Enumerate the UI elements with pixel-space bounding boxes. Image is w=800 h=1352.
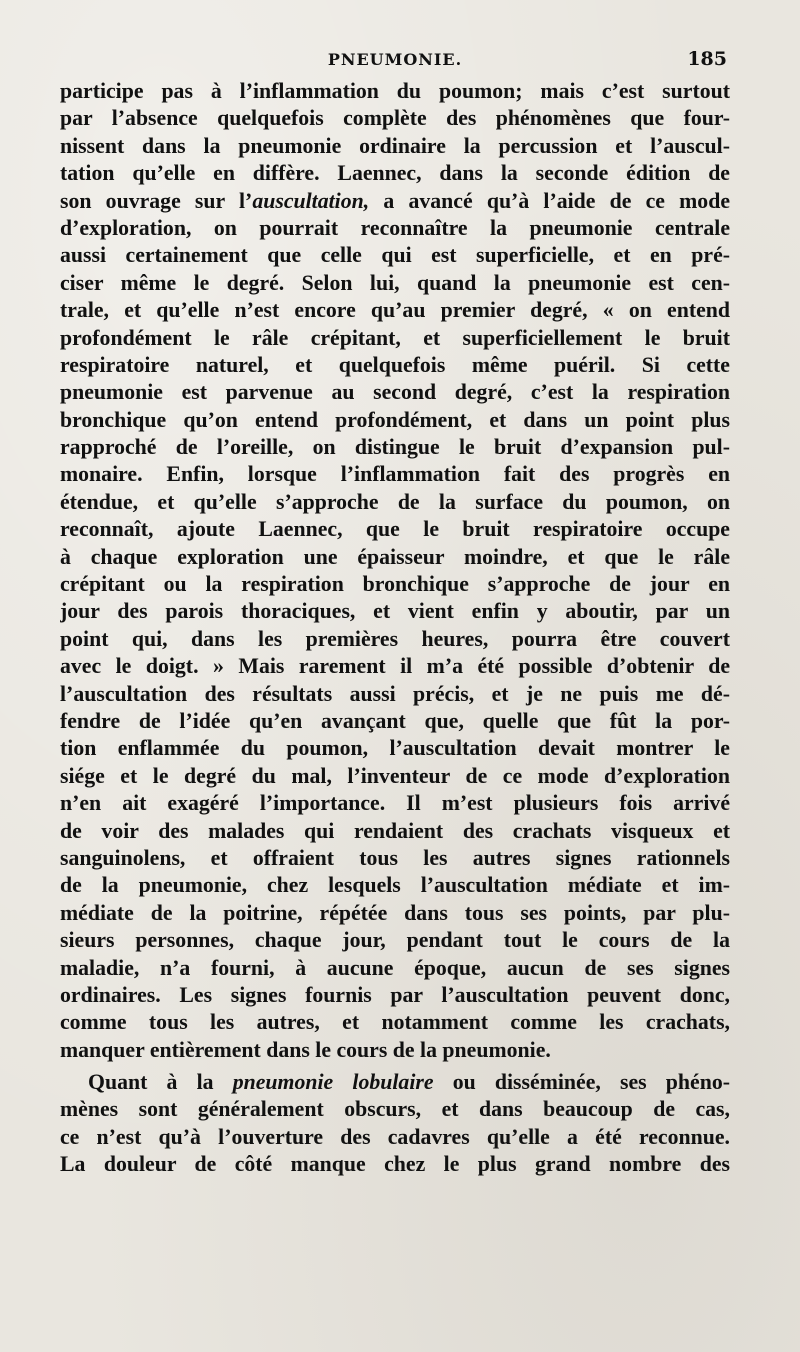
text-line: avec le doigt. » Mais rarement il m’a été possible d’obtenir de xyxy=(60,654,730,679)
text-line: de la pneumonie, chez lesquels l’auscultation médiate et im- xyxy=(60,873,730,898)
italic-term: pneumonie lobulaire xyxy=(232,1070,434,1095)
text-line: ordinaires. Les signes fournis par l’auscultation peuvent donc, xyxy=(60,982,730,1007)
text-line: médiate de la poitrine, répétée dans tous ses points, par plu- xyxy=(60,900,730,925)
text-line: fendre de l’idée qu’en avançant que, quelle que fût la por- xyxy=(60,708,730,733)
line-text: ou disséminée, ses phéno- xyxy=(433,1070,730,1095)
book-page xyxy=(60,48,730,1338)
text-line: par l’absence quelquefois complète des phénomènes que four- xyxy=(60,106,730,131)
text-line: bronchique qu’on entend profondément, et dans un point plus xyxy=(60,407,730,432)
text-line: sieurs personnes, chaque jour, pendant tout le cours de la xyxy=(60,928,730,953)
paragraph-1 xyxy=(60,78,730,1064)
text-line: participe pas à l’inflammation du poumon; mais c’est surtout xyxy=(60,79,730,103)
page-number: 185 xyxy=(687,48,727,70)
text-line: reconnaît, ajoute Laennec, que le bruit respiratoire occupe xyxy=(60,517,730,542)
text-line: aussi certainement que celle qui est superficielle, et en pré- xyxy=(60,243,730,268)
text-line: respiratoire naturel, et quelquefois même puéril. Si cette xyxy=(60,352,730,377)
text-line: mènes sont généralement obscurs, et dans beaucoup de cas, xyxy=(60,1097,730,1122)
text-line: de voir des malades qui rendaient des crachats visqueux et xyxy=(60,818,730,843)
text-line: rapproché de l’oreille, on distingue le bruit d’expansion pul- xyxy=(60,435,730,460)
text-line: étendue, et qu’elle s’approche de la surface du poumon, on xyxy=(60,489,730,514)
text-line: monaire. Enfin, lorsque l’inflammation fait des progrès en xyxy=(60,462,730,487)
text-line: jour des parois thoraciques, et vient enfin y aboutir, par un xyxy=(60,599,730,624)
text-line: comme tous les autres, et notamment comme les crachats, xyxy=(60,1010,730,1035)
line-text: Quant à la xyxy=(88,1070,233,1095)
text-line: siége et le degré du mal, l’inventeur de ce mode d’exploration xyxy=(60,763,730,788)
text-line: crépitant ou la respiration bronchique s’approche de jour en xyxy=(60,572,730,597)
line-text: son ouvrage sur l’ xyxy=(60,188,253,213)
text-line: tion enflammée du poumon, l’auscultation devait montrer le xyxy=(60,736,730,761)
page-header xyxy=(60,48,730,78)
text-line: tation qu’elle en diffère. Laennec, dans la seconde édition de xyxy=(60,161,730,186)
line-text: a avancé qu’à l’aide de ce mode xyxy=(369,188,730,213)
text-line: maladie, n’a fourni, à aucune époque, aucun de ses signes xyxy=(60,955,730,980)
text-line: ciser même le degré. Selon lui, quand la pneumonie est cen- xyxy=(60,270,730,295)
text-line: sanguinolens, et offraient tous les autres signes rationnels xyxy=(60,845,730,870)
text-line: La douleur de côté manque chez le plus grand nombre des xyxy=(60,1152,730,1177)
italic-term: auscultation, xyxy=(252,188,370,213)
text-line: manquer entièrement dans le cours de la pneumonie. xyxy=(60,1037,551,1062)
text-line: profondément le râle crépitant, et superficiellement le bruit xyxy=(60,325,730,350)
text-line xyxy=(60,188,730,215)
text-line: nissent dans la pneumonie ordinaire la percussion et l’auscul- xyxy=(60,133,730,158)
paragraph-2 xyxy=(60,1069,730,1179)
text-line xyxy=(60,1069,730,1096)
text-line: ce n’est qu’à l’ouverture des cadavres qu’elle a été reconnue. xyxy=(60,1124,730,1149)
text-line: n’en ait exagéré l’importance. Il m’est plusieurs fois arrivé xyxy=(60,791,730,816)
text-line: l’auscultation des résultats aussi précis, et je ne puis me dé- xyxy=(60,681,730,706)
text-line: d’exploration, on pourrait reconnaître la pneumonie centrale xyxy=(60,215,730,240)
text-line: pneumonie est parvenue au second degré, c’est la respiration xyxy=(60,380,730,405)
running-title: PNEUMONIE. xyxy=(327,50,463,69)
text-line: trale, et qu’elle n’est encore qu’au premier degré, « on entend xyxy=(60,298,730,323)
text-line: à chaque exploration une épaisseur moindre, et que le râle xyxy=(60,544,730,569)
text-line: point qui, dans les premières heures, pourra être couvert xyxy=(60,626,730,651)
